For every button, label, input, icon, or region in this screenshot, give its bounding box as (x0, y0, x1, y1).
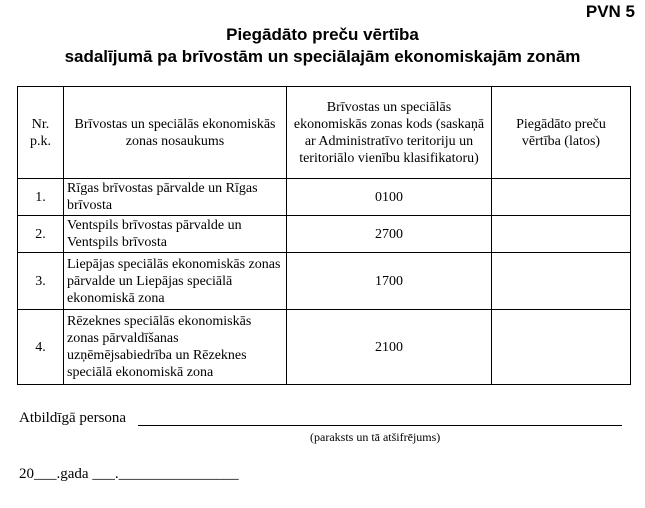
header-code: Brīvostas un speciālās ekonomiskās zonas kods (saskaņā ar Administratīvo teritoriju un teritoriālo vienību klasifikatoru) (287, 87, 492, 179)
row-nr: 4. (18, 310, 64, 385)
form-title-line1: Piegādāto preču vērtība (226, 25, 419, 44)
signature-field[interactable] (138, 425, 622, 426)
zones-table (17, 86, 631, 385)
row-value-field[interactable] (492, 253, 631, 310)
row-value-field[interactable] (492, 216, 631, 253)
table-row (18, 179, 631, 216)
table-row (18, 310, 631, 385)
responsible-person-label: Atbildīgā persona (19, 410, 127, 426)
row-code: 0100 (287, 179, 492, 216)
table-row (18, 216, 631, 253)
header-nr: Nr. p.k. (18, 87, 64, 179)
row-name: Rēzeknes speciālās ekonomiskās zonas pārvaldīšanas uzņēmējsabiedrība un Rēzeknes speciālā ekonomiskā zona (64, 310, 287, 385)
table-row (18, 253, 631, 310)
row-code: 2100 (287, 310, 492, 385)
row-name: Ventspils brīvostas pārvalde un Ventspils brīvosta (64, 216, 287, 253)
header-name: Brīvostas un speciālās ekonomiskās zonas nosaukums (64, 87, 287, 179)
row-name: Liepājas speciālās ekonomiskās zonas pārvalde un Liepājas speciālā ekonomiskā zona (64, 253, 287, 310)
form-title-line2: sadalījumā pa brīvostām un speciālajām ekonomiskajām zonām (64, 47, 581, 66)
form-code: PVN 5 (585, 2, 635, 21)
row-value-field[interactable] (492, 310, 631, 385)
header-value: Piegādāto preču vērtība (latos) (492, 87, 631, 179)
row-nr: 2. (18, 216, 64, 253)
row-name: Rīgas brīvostas pārvalde un Rīgas brīvosta (64, 179, 287, 216)
row-code: 1700 (287, 253, 492, 310)
row-value-field[interactable] (492, 179, 631, 216)
table-header-row (18, 87, 631, 179)
row-nr: 1. (18, 179, 64, 216)
signature-hint: (paraksts un tā atšifrējums) (310, 430, 441, 444)
row-code: 2700 (287, 216, 492, 253)
row-nr: 3. (18, 253, 64, 310)
date-field[interactable]: 20___.gada ___.________________ (19, 466, 239, 482)
